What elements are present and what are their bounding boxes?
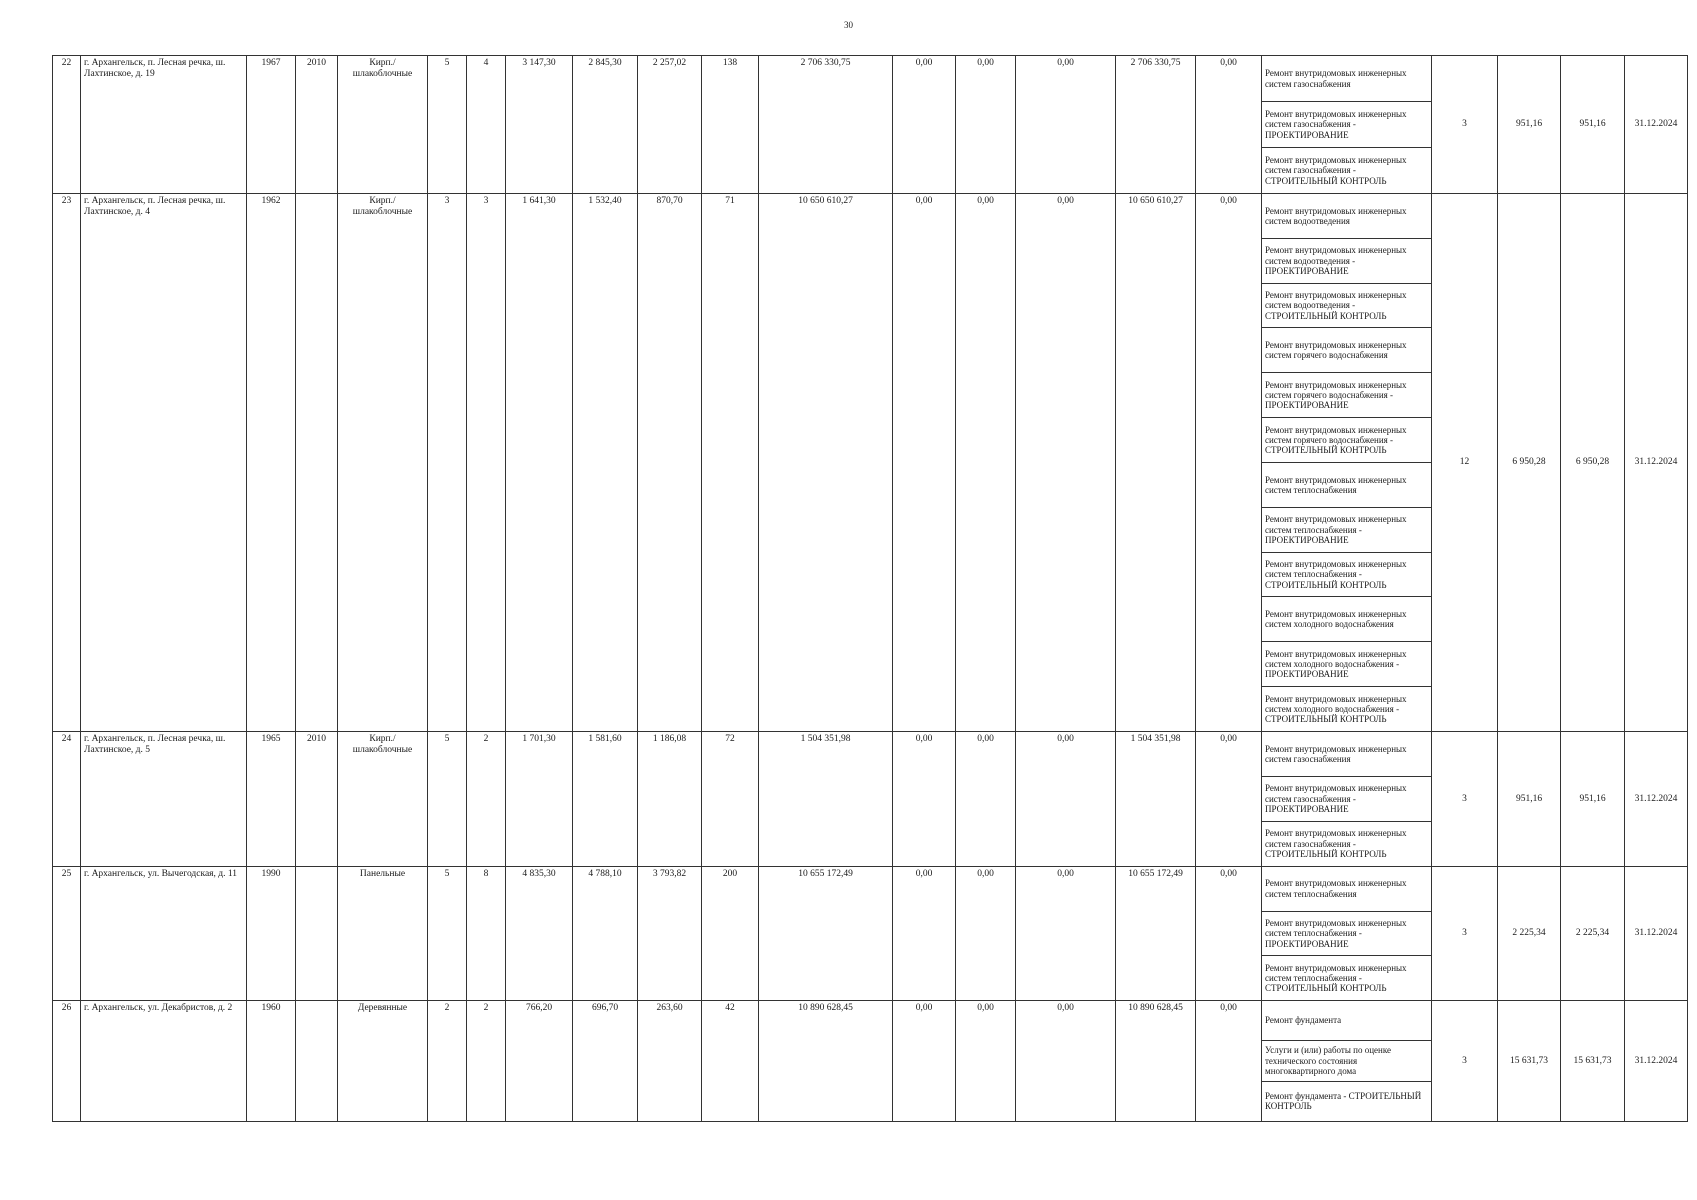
table-row <box>53 1001 1688 1122</box>
fund-1-cell: 0,00 <box>893 56 956 194</box>
fund-other-cell: 0,00 <box>1196 194 1262 732</box>
work-item: Ремонт внутридомовых инженерных систем холодного водоснабжения - ПРОЕКТИРОВАНИЕ <box>1262 642 1431 687</box>
max-cost-cell: 951,16 <box>1561 56 1625 194</box>
residents-cell: 71 <box>702 194 759 732</box>
work-item: Ремонт внутридомовых инженерных систем холодного водоснабжения <box>1262 597 1431 642</box>
fund-other-cell: 0,00 <box>1196 1001 1262 1122</box>
address-cell: г. Архангельск, ул. Декабристов, д. 2 <box>81 1001 247 1122</box>
work-item: Ремонт внутридомовых инженерных систем водоотведения <box>1262 194 1431 239</box>
work-item: Ремонт внутридомовых инженерных систем газоснабжения <box>1262 732 1431 777</box>
fund-3-cell: 0,00 <box>1016 194 1116 732</box>
works-cell <box>1262 867 1432 1001</box>
deadline-cell: 31.12.2024 <box>1625 867 1688 1001</box>
works-count-cell: 3 <box>1432 732 1498 867</box>
work-item: Ремонт фундамента - СТРОИТЕЛЬНЫЙ КОНТРОЛЬ <box>1265 1090 1422 1112</box>
fund-owners-cell: 10 655 172,49 <box>1116 867 1196 1001</box>
work-item: Ремонт внутридомовых инженерных систем теплоснабжения - СТРОИТЕЛЬНЫЙ КОНТРОЛЬ <box>1262 553 1431 598</box>
work-item: Ремонт фундамента <box>1262 1001 1431 1041</box>
fund-3-cell: 0,00 <box>1016 732 1116 867</box>
work-item: Ремонт внутридомовых инженерных систем газоснабжения - СТРОИТЕЛЬНЫЙ КОНТРОЛЬ <box>1265 828 1407 860</box>
fund-other-cell: 0,00 <box>1196 56 1262 194</box>
floors-cell: 5 <box>428 56 467 194</box>
works-cell <box>1262 194 1432 732</box>
area-living-cell: 4 788,10 <box>573 867 638 1001</box>
year-renovation-cell <box>296 1001 338 1122</box>
table-row <box>53 56 1688 194</box>
fund-2-cell: 0,00 <box>956 1001 1016 1122</box>
unit-cost-cell: 951,16 <box>1498 56 1561 194</box>
cost-total-cell: 10 655 172,49 <box>759 867 893 1001</box>
wall-material-cell: Кирп./ шлакоблочные <box>338 56 428 194</box>
area-living-cell: 1 581,60 <box>573 732 638 867</box>
page-number: 30 <box>844 20 853 30</box>
deadline-cell: 31.12.2024 <box>1625 194 1688 732</box>
fund-owners-cell: 2 706 330,75 <box>1116 56 1196 194</box>
area-living-cell: 696,70 <box>573 1001 638 1122</box>
fund-other-cell: 0,00 <box>1196 732 1262 867</box>
max-cost-cell: 951,16 <box>1561 732 1625 867</box>
works-count-cell: 3 <box>1432 56 1498 194</box>
residents-cell: 72 <box>702 732 759 867</box>
year-renovation-cell: 2010 <box>296 56 338 194</box>
unit-cost-cell: 2 225,34 <box>1498 867 1561 1001</box>
row-number: 25 <box>53 867 81 1001</box>
works-cell <box>1262 1001 1432 1122</box>
works-count-cell: 3 <box>1432 867 1498 1001</box>
fund-1-cell: 0,00 <box>893 867 956 1001</box>
address-cell: г. Архангельск, ул. Вычегодская, д. 11 <box>81 867 247 1001</box>
entrances-cell: 8 <box>467 867 506 1001</box>
fund-3-cell: 0,00 <box>1016 867 1116 1001</box>
year-built-cell: 1962 <box>247 194 296 732</box>
work-item: Ремонт внутридомовых инженерных систем газоснабжения - ПРОЕКТИРОВАНИЕ <box>1262 102 1431 148</box>
fund-3-cell: 0,00 <box>1016 56 1116 194</box>
area-private-cell: 2 257,02 <box>638 56 702 194</box>
works-list <box>1262 732 1431 866</box>
fund-1-cell: 0,00 <box>893 194 956 732</box>
address-cell: г. Архангельск, п. Лесная речка, ш. Лахтинское, д. 5 <box>81 732 247 867</box>
work-item: Ремонт внутридомовых инженерных систем горячего водоснабжения - ПРОЕКТИРОВАНИЕ <box>1262 373 1431 418</box>
works-list <box>1262 1001 1431 1121</box>
unit-cost-cell: 15 631,73 <box>1498 1001 1561 1122</box>
wall-material-cell: Кирп./ шлакоблочные <box>338 194 428 732</box>
area-total-cell: 4 835,30 <box>506 867 573 1001</box>
works-cell <box>1262 56 1432 194</box>
work-item: Ремонт внутридомовых инженерных систем горячего водоснабжения - СТРОИТЕЛЬНЫЙ КОНТРОЛЬ <box>1262 418 1431 463</box>
area-living-cell: 1 532,40 <box>573 194 638 732</box>
cost-total-cell: 10 890 628,45 <box>759 1001 893 1122</box>
work-item: Ремонт внутридомовых инженерных систем водоотведения - ПРОЕКТИРОВАНИЕ <box>1262 239 1431 284</box>
fund-2-cell: 0,00 <box>956 194 1016 732</box>
works-count-cell: 3 <box>1432 1001 1498 1122</box>
year-built-cell: 1960 <box>247 1001 296 1122</box>
residents-cell: 200 <box>702 867 759 1001</box>
works-list <box>1262 194 1431 731</box>
wall-material-cell: Деревянные <box>338 1001 428 1122</box>
row-number: 26 <box>53 1001 81 1122</box>
work-item: Ремонт внутридомовых инженерных систем теплоснабжения <box>1262 463 1431 508</box>
deadline-cell: 31.12.2024 <box>1625 732 1688 867</box>
max-cost-cell: 6 950,28 <box>1561 194 1625 732</box>
year-built-cell: 1967 <box>247 56 296 194</box>
work-item: Ремонт внутридомовых инженерных систем теплоснабжения - ПРОЕКТИРОВАНИЕ <box>1262 912 1431 957</box>
table-row <box>53 194 1688 732</box>
work-item: Ремонт внутридомовых инженерных систем газоснабжения - СТРОИТЕЛЬНЫЙ КОНТРОЛЬ <box>1265 154 1407 186</box>
work-item: Ремонт внутридомовых инженерных систем водоотведения - СТРОИТЕЛЬНЫЙ КОНТРОЛЬ <box>1262 284 1431 329</box>
work-item: Услуги и (или) работы по оценке технического состояния многоквартирного дома <box>1262 1041 1431 1081</box>
address-cell: г. Архангельск, п. Лесная речка, ш. Лахтинское, д. 19 <box>81 56 247 194</box>
works-cell <box>1262 732 1432 867</box>
row-number: 23 <box>53 194 81 732</box>
fund-2-cell: 0,00 <box>956 56 1016 194</box>
fund-1-cell: 0,00 <box>893 1001 956 1122</box>
residents-cell: 42 <box>702 1001 759 1122</box>
wall-material-cell: Кирп./ шлакоблочные <box>338 732 428 867</box>
cost-total-cell: 2 706 330,75 <box>759 56 893 194</box>
registry-table <box>52 55 1688 1122</box>
work-item: Ремонт внутридомовых инженерных систем горячего водоснабжения <box>1262 328 1431 373</box>
area-total-cell: 1 701,30 <box>506 732 573 867</box>
work-item: Ремонт внутридомовых инженерных систем холодного водоснабжения - СТРОИТЕЛЬНЫЙ КОНТРОЛЬ <box>1265 693 1407 725</box>
max-cost-cell: 15 631,73 <box>1561 1001 1625 1122</box>
unit-cost-cell: 6 950,28 <box>1498 194 1561 732</box>
area-private-cell: 3 793,82 <box>638 867 702 1001</box>
fund-2-cell: 0,00 <box>956 732 1016 867</box>
entrances-cell: 2 <box>467 732 506 867</box>
row-number: 24 <box>53 732 81 867</box>
cost-total-cell: 10 650 610,27 <box>759 194 893 732</box>
area-private-cell: 1 186,08 <box>638 732 702 867</box>
works-list <box>1262 867 1431 1000</box>
fund-owners-cell: 10 890 628,45 <box>1116 1001 1196 1122</box>
works-count-cell: 12 <box>1432 194 1498 732</box>
area-private-cell: 870,70 <box>638 194 702 732</box>
address-cell: г. Архангельск, п. Лесная речка, ш. Лахтинское, д. 4 <box>81 194 247 732</box>
work-item: Ремонт внутридомовых инженерных систем теплоснабжения <box>1262 867 1431 912</box>
table-row <box>53 732 1688 867</box>
area-total-cell: 3 147,30 <box>506 56 573 194</box>
work-item: Ремонт внутридомовых инженерных систем газоснабжения - ПРОЕКТИРОВАНИЕ <box>1262 777 1431 822</box>
work-item: Ремонт внутридомовых инженерных систем теплоснабжения - СТРОИТЕЛЬНЫЙ КОНТРОЛЬ <box>1265 962 1407 994</box>
fund-owners-cell: 10 650 610,27 <box>1116 194 1196 732</box>
unit-cost-cell: 951,16 <box>1498 732 1561 867</box>
area-total-cell: 766,20 <box>506 1001 573 1122</box>
max-cost-cell: 2 225,34 <box>1561 867 1625 1001</box>
fund-other-cell: 0,00 <box>1196 867 1262 1001</box>
year-built-cell: 1990 <box>247 867 296 1001</box>
work-item: Ремонт внутридомовых инженерных систем теплоснабжения - ПРОЕКТИРОВАНИЕ <box>1262 508 1431 553</box>
floors-cell: 5 <box>428 867 467 1001</box>
entrances-cell: 3 <box>467 194 506 732</box>
work-item: Ремонт внутридомовых инженерных систем газоснабжения <box>1262 56 1431 102</box>
cost-total-cell: 1 504 351,98 <box>759 732 893 867</box>
year-built-cell: 1965 <box>247 732 296 867</box>
entrances-cell: 4 <box>467 56 506 194</box>
entrances-cell: 2 <box>467 1001 506 1122</box>
fund-owners-cell: 1 504 351,98 <box>1116 732 1196 867</box>
row-number: 22 <box>53 56 81 194</box>
year-renovation-cell <box>296 194 338 732</box>
table-row <box>53 867 1688 1001</box>
deadline-cell: 31.12.2024 <box>1625 56 1688 194</box>
fund-1-cell: 0,00 <box>893 732 956 867</box>
area-private-cell: 263,60 <box>638 1001 702 1122</box>
area-total-cell: 1 641,30 <box>506 194 573 732</box>
works-list <box>1262 56 1431 193</box>
deadline-cell: 31.12.2024 <box>1625 1001 1688 1122</box>
year-renovation-cell: 2010 <box>296 732 338 867</box>
year-renovation-cell <box>296 867 338 1001</box>
wall-material-cell: Панельные <box>338 867 428 1001</box>
floors-cell: 5 <box>428 732 467 867</box>
area-living-cell: 2 845,30 <box>573 56 638 194</box>
fund-3-cell: 0,00 <box>1016 1001 1116 1122</box>
fund-2-cell: 0,00 <box>956 867 1016 1001</box>
residents-cell: 138 <box>702 56 759 194</box>
floors-cell: 3 <box>428 194 467 732</box>
floors-cell: 2 <box>428 1001 467 1122</box>
